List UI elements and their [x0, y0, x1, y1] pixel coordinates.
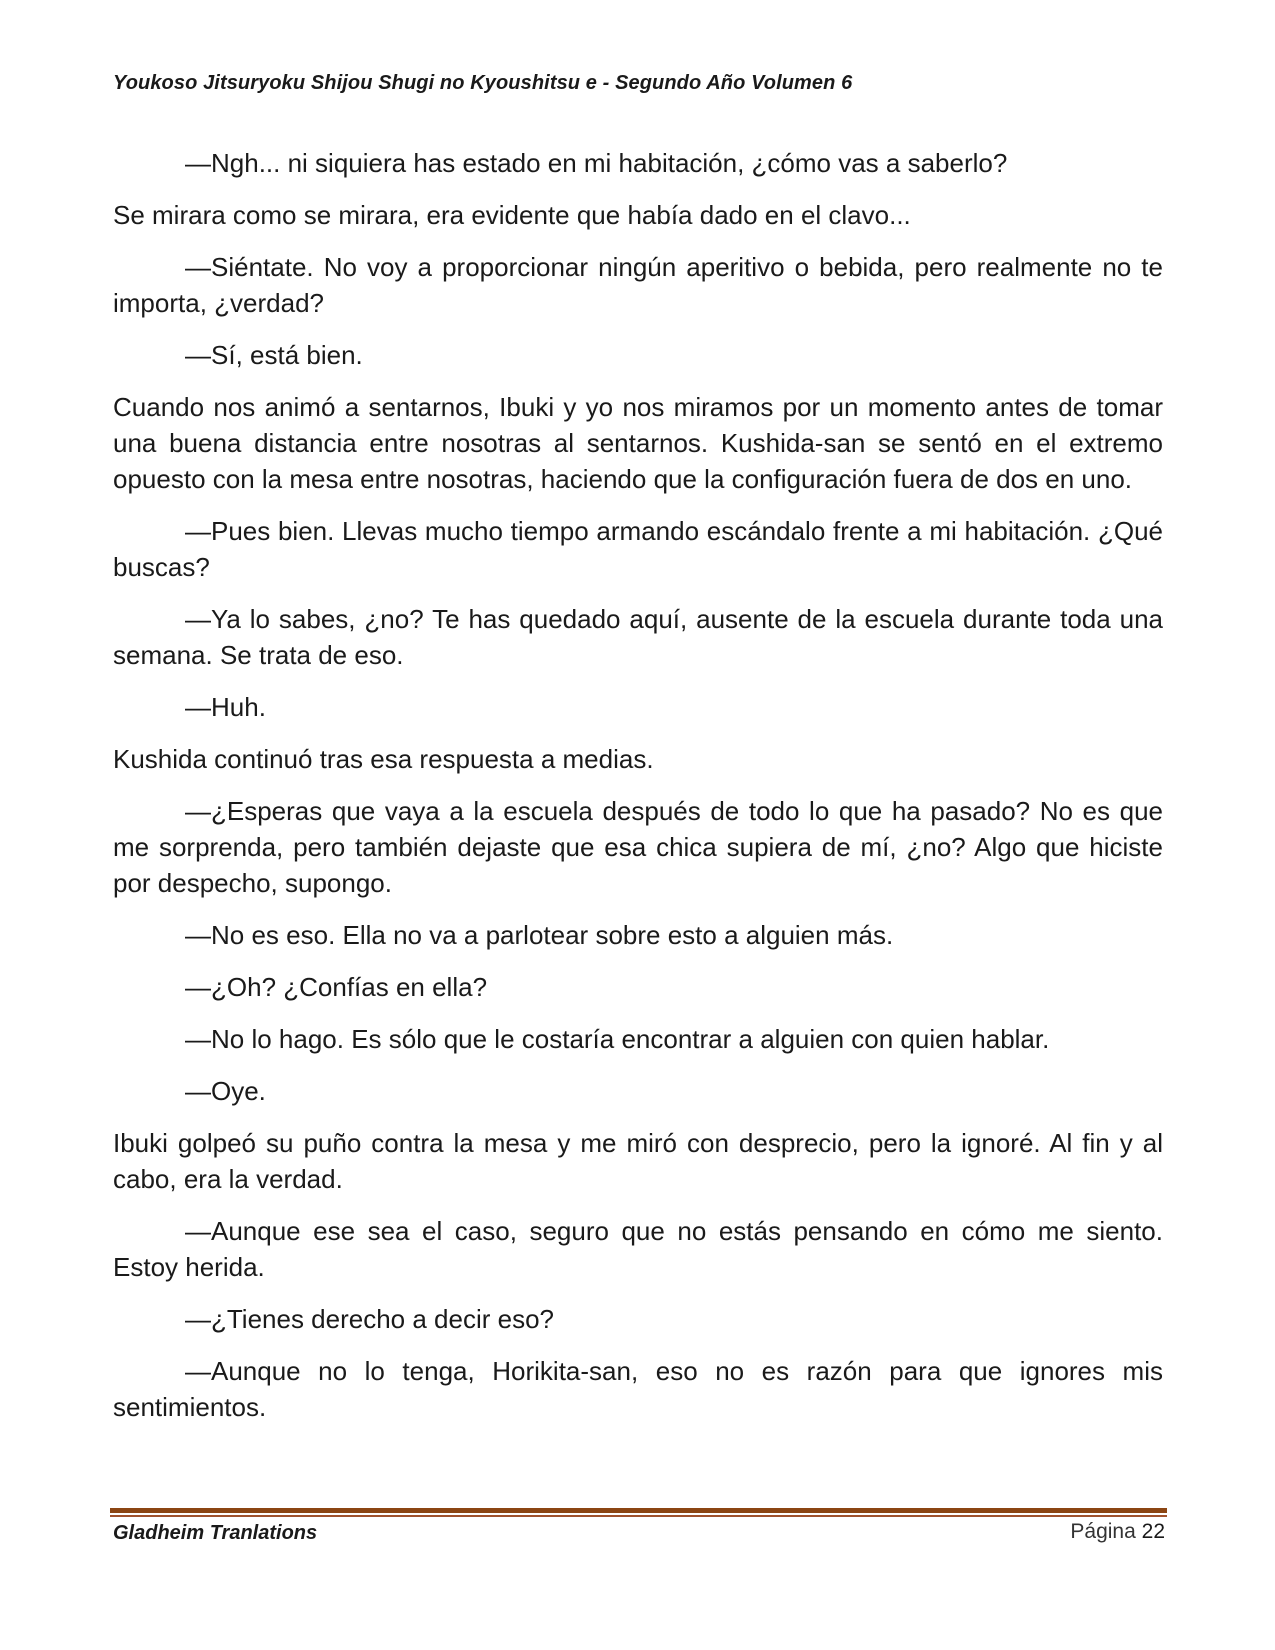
paragraph-18: —Aunque no lo tenga, Horikita-san, eso no es razón para que ignores mis sentimientos.	[113, 1356, 1163, 1422]
footer-divider-thick	[110, 1508, 1167, 1513]
footer-page-indicator	[1070, 1520, 1165, 1544]
footer-divider-thin	[110, 1515, 1167, 1517]
paragraph-10: —¿Esperas que vaya a la escuela después de todo lo que ha pasado? No es que me sorprenda, pero también dejaste que esa chica supiera de mí, ¿no? Algo que hiciste por despecho, supongo.	[113, 796, 1163, 898]
paragraph-4: —Sí, está bien.	[185, 340, 363, 370]
paragraph-17: —¿Tienes derecho a decir eso?	[185, 1304, 555, 1334]
paragraph-15: Ibuki golpeó su puño contra la mesa y me miró con desprecio, pero la ignoré. Al fin y al cabo, era la verdad.	[113, 1128, 1163, 1194]
paragraph-13: —No lo hago. Es sólo que le costaría encontrar a alguien con quien hablar.	[185, 1024, 1050, 1054]
paragraph-11: —No es eso. Ella no va a parlotear sobre esto a alguien más.	[185, 920, 894, 950]
paragraph-6: —Pues bien. Llevas mucho tiempo armando escándalo frente a mi habitación. ¿Qué buscas?	[113, 516, 1163, 582]
paragraph-1: —Ngh... ni siquiera has estado en mi habitación, ¿cómo vas a saberlo?	[185, 148, 1008, 178]
page-label: Página	[1070, 1520, 1136, 1543]
footer-divider	[110, 1508, 1167, 1518]
paragraph-5: Cuando nos animó a sentarnos, Ibuki y yo nos miramos por un momento antes de tomar una buena distancia entre nosotras al sentarnos. Kushida-san se sentó en el extremo opuesto con la mesa entre nosotras, haciendo que la configuración fuera de dos en uno.	[113, 392, 1163, 494]
paragraph-2: Se mirara como se mirara, era evidente que había dado en el clavo...	[113, 200, 911, 230]
paragraph-3: —Siéntate. No voy a proporcionar ningún aperitivo o bebida, pero realmente no te importa, ¿verdad?	[113, 252, 1163, 318]
body-text	[113, 145, 1163, 1441]
footer-publisher: Gladheim Tranlations	[113, 1522, 318, 1544]
paragraph-7: —Ya lo sabes, ¿no? Te has quedado aquí, ausente de la escuela durante toda una semana. Se trata de eso.	[113, 604, 1163, 670]
page-header-title: Youkoso Jitsuryoku Shijou Shugi no Kyoushitsu e - Segundo Año Volumen 6	[113, 72, 853, 94]
paragraph-12: —¿Oh? ¿Confías en ella?	[185, 972, 488, 1002]
paragraph-14: —Oye.	[185, 1076, 266, 1106]
page-number: 22	[1141, 1520, 1165, 1543]
paragraph-8: —Huh.	[185, 692, 266, 722]
paragraph-9: Kushida continuó tras esa respuesta a medias.	[113, 744, 654, 774]
paragraph-16: —Aunque ese sea el caso, seguro que no estás pensando en cómo me siento. Estoy herida.	[113, 1216, 1163, 1282]
